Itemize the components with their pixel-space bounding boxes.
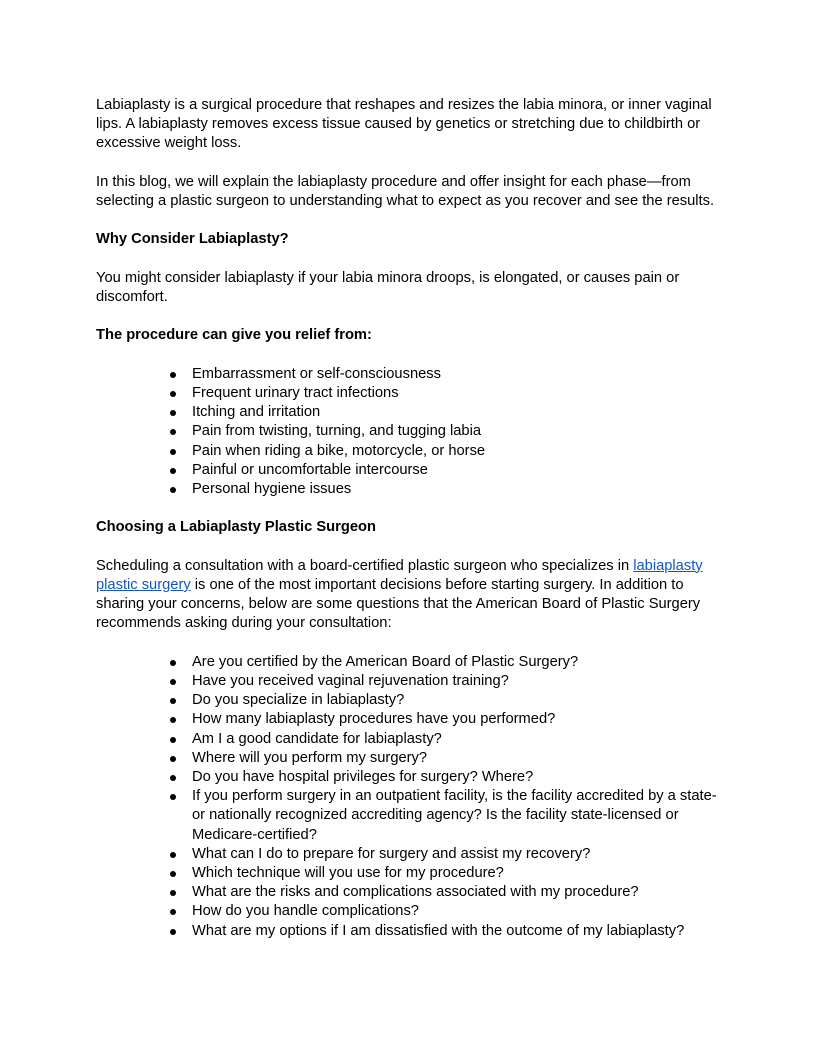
list-item: Where will you perform my surgery? (96, 749, 720, 768)
list-item: How do you handle complications? (96, 902, 720, 921)
list-item: Embarrassment or self-consciousness (96, 365, 720, 384)
paragraph: In this blog, we will explain the labiaplasty procedure and offer insight for each phase—from selecting a plastic surgeon to understanding what to expect as you recover and see the results. (96, 173, 715, 209)
section-heading: Why Consider Labiaplasty? (96, 231, 289, 248)
bullet-list (96, 365, 720, 499)
paragraph: You might consider labiaplasty if your labia minora droops, is elongated, or causes pain or discomfort. (96, 269, 680, 305)
list-item: Have you received vaginal rejuvenation training? (96, 672, 720, 691)
section-heading: Choosing a Labiaplasty Plastic Surgeon (96, 519, 376, 536)
list-item: Are you certified by the American Board of Plastic Surgery? (96, 653, 720, 672)
inline-link[interactable]: labiaplasty plastic surgery (96, 557, 703, 593)
list-item: Do you have hospital privileges for surgery? Where? (96, 768, 720, 787)
bullet-list (96, 653, 720, 941)
section-heading: The procedure can give you relief from: (96, 327, 372, 344)
list-item: If you perform surgery in an outpatient facility, is the facility accredited by a state- or nationally recognized accrediting agency? Is the facility state-licensed or Medicare-certified? (96, 787, 720, 845)
list-item: Personal hygiene issues (96, 480, 720, 499)
list-item: Which technique will you use for my procedure? (96, 864, 720, 883)
paragraph: Labiaplasty is a surgical procedure that reshapes and resizes the labia minora, or inner vaginal lips. A labiaplasty removes excess tissue caused by genetics or stretching due to childbirth or excessive weight loss. (96, 97, 712, 152)
list-item: What are the risks and complications associated with my procedure? (96, 883, 720, 902)
list-item: Frequent urinary tract infections (96, 384, 720, 403)
list-item: What are my options if I am dissatisfied with the outcome of my labiaplasty? (96, 922, 720, 941)
list-item: Am I a good candidate for labiaplasty? (96, 730, 720, 749)
list-item: Pain from twisting, turning, and tugging labia (96, 422, 720, 441)
list-item: Pain when riding a bike, motorcycle, or horse (96, 442, 720, 461)
list-item: What can I do to prepare for surgery and assist my recovery? (96, 845, 720, 864)
list-item: Do you specialize in labiaplasty? (96, 691, 720, 710)
list-item: Painful or uncomfortable intercourse (96, 461, 720, 480)
document-body (96, 96, 720, 941)
list-item: How many labiaplasty procedures have you performed? (96, 710, 720, 729)
paragraph: Scheduling a consultation with a board-certified plastic surgeon who specializes in labiaplasty plastic surgery is one of the most important decisions before starting surgery. In addition to sharing your concerns, below are some questions that the American Board of Plastic Surgery recommends asking during your consultation: (96, 557, 703, 632)
list-item: Itching and irritation (96, 403, 720, 422)
